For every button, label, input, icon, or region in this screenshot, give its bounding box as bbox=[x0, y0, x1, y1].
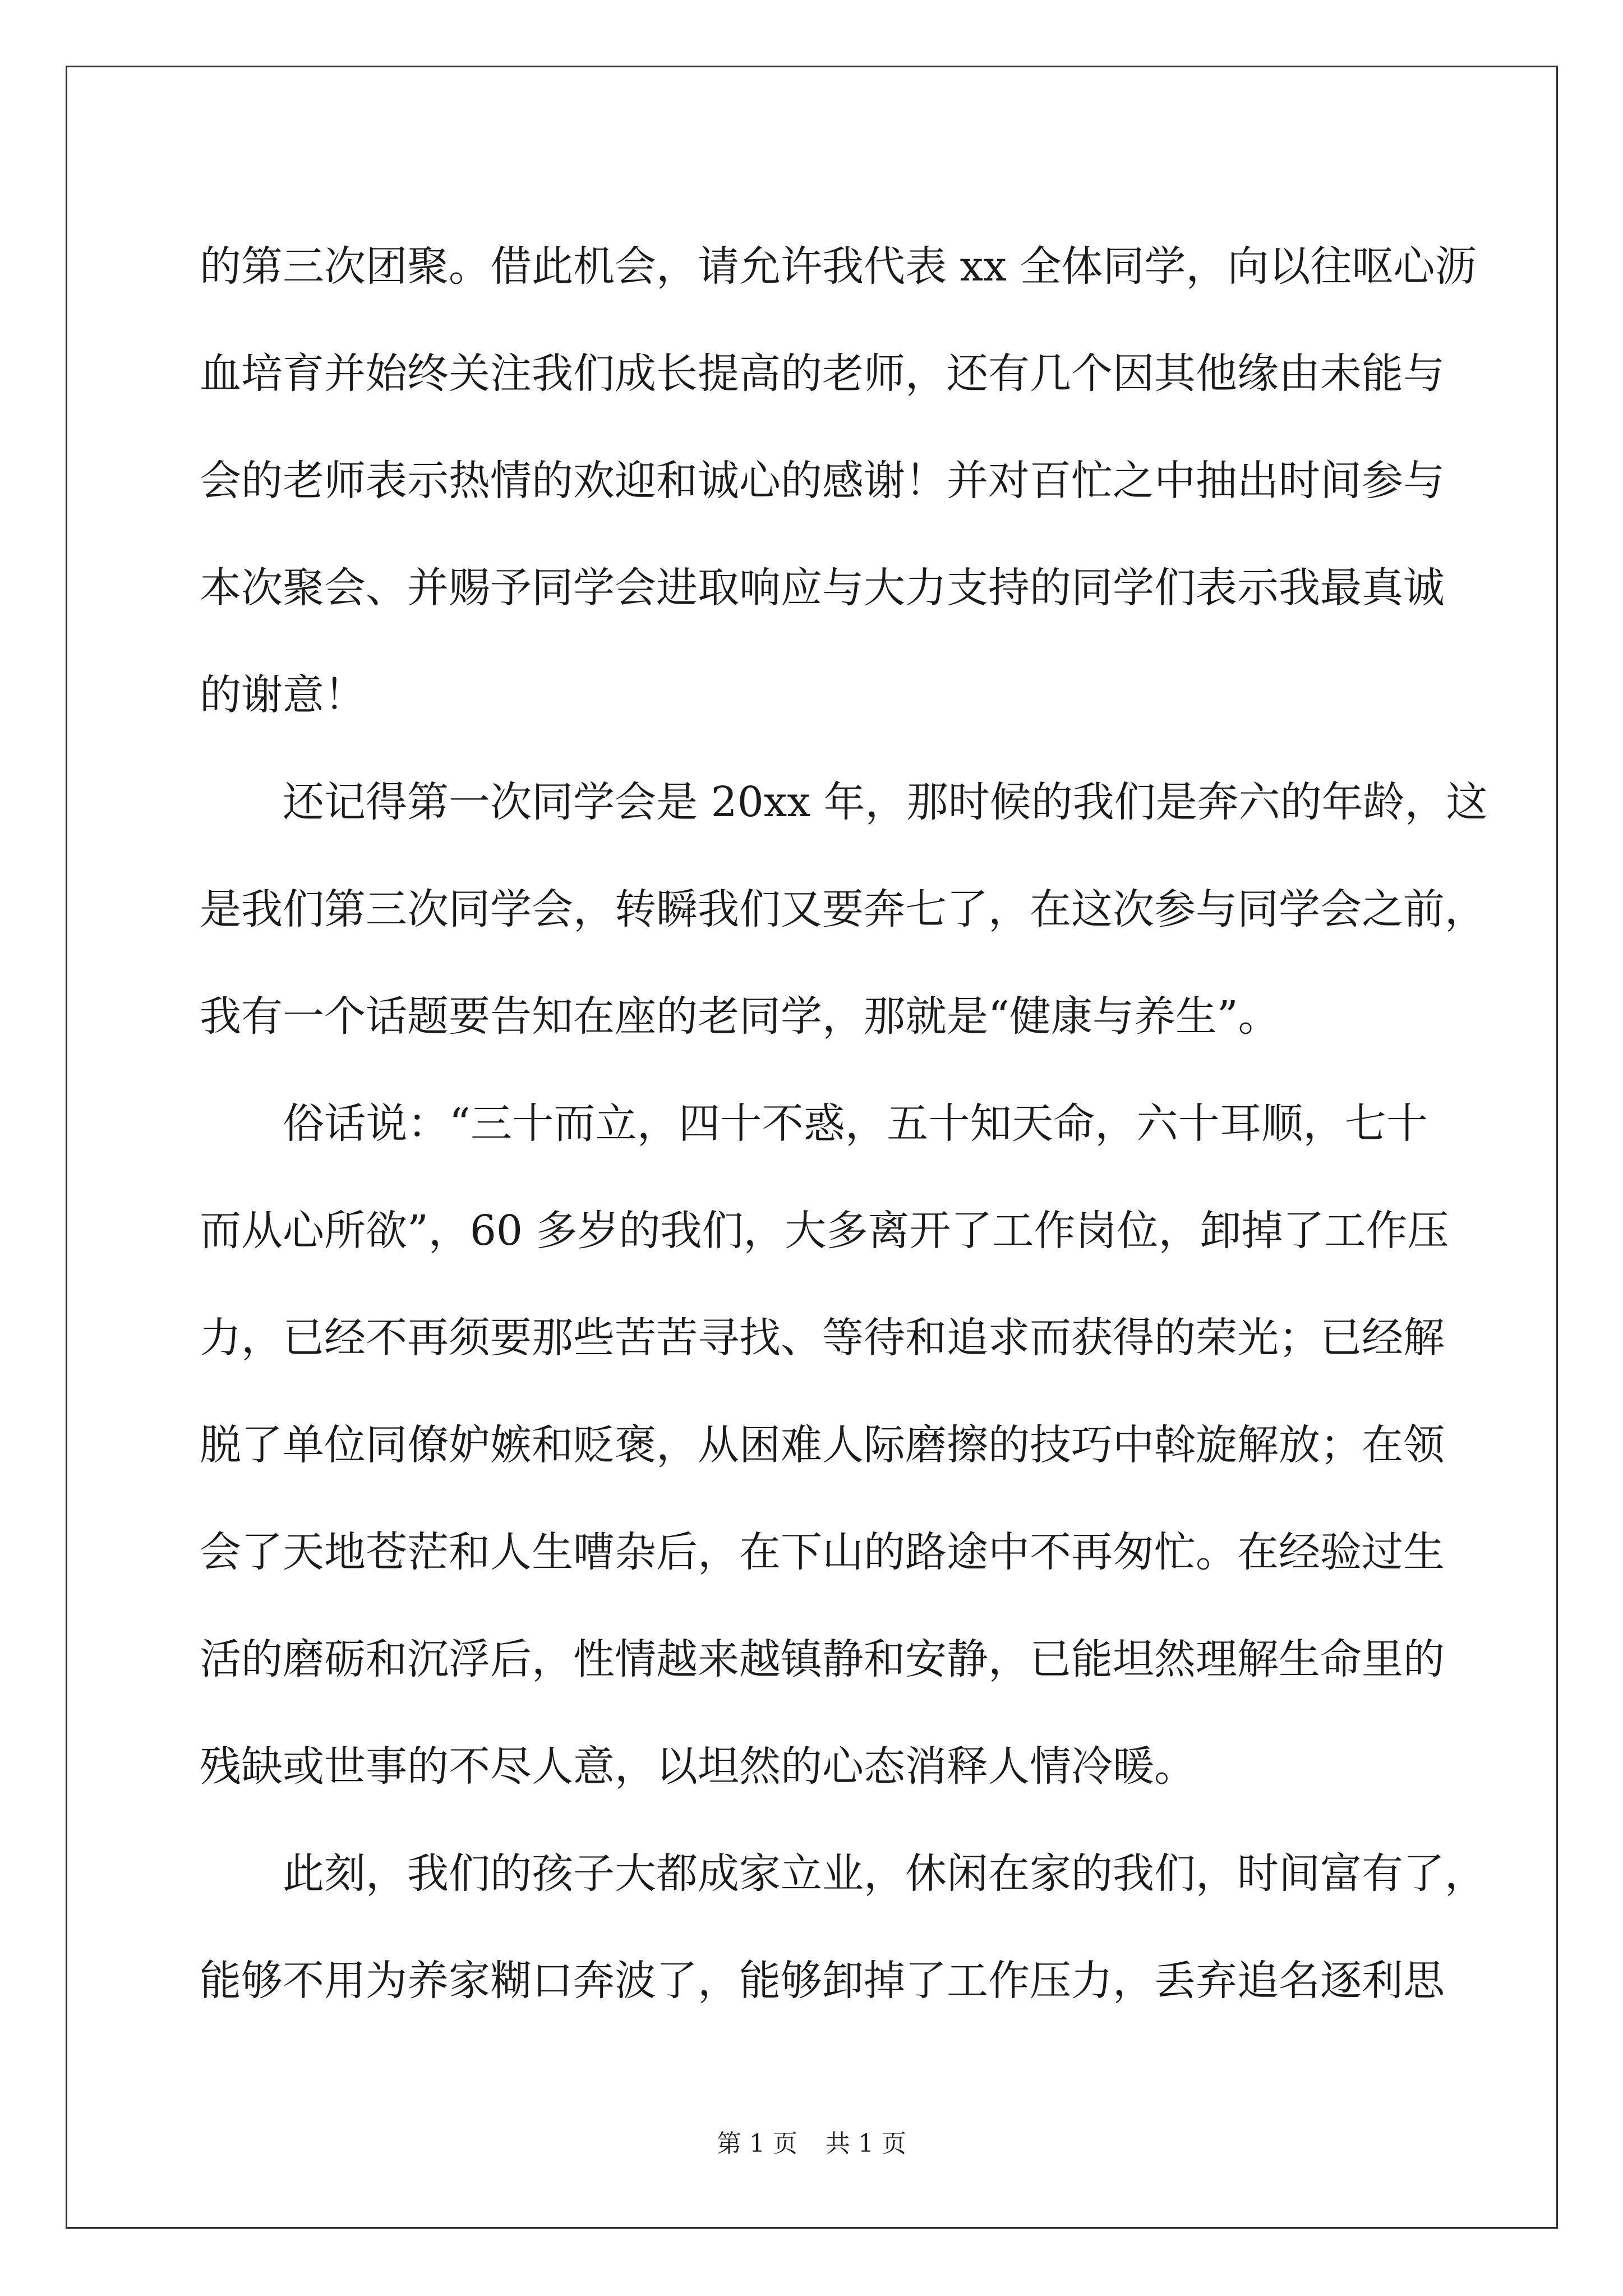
text-line: 是我们第三次同学会，转瞬我们又要奔七了，在这次参与同学会之前， bbox=[200, 885, 1486, 933]
text-line: 活的磨砺和沉浮后，性情越来越镇静和安静，已能坦然理解生命里的 bbox=[200, 1635, 1445, 1683]
text-line: 会的老师表示热情的欢迎和诚心的感谢！并对百忙之中抽出时间参与 bbox=[200, 457, 1445, 505]
page-total: 共 1 页 bbox=[826, 2129, 906, 2158]
text-line: 而从心所欲”，60 多岁的我们，大多离开了工作岗位，卸掉了工作压 bbox=[200, 1207, 1449, 1255]
text-line: 脱了单位同僚妒嫉和贬褒，从困难人际磨擦的技巧中斡旋解放；在领 bbox=[200, 1421, 1445, 1469]
text-line: 此刻，我们的孩子大都成家立业，休闲在家的我们，时间富有了， bbox=[283, 1849, 1486, 1898]
text-line: 俗话说：“三十而立，四十不惑，五十知天命，六十耳顺，七十 bbox=[283, 1099, 1428, 1148]
text-line: 血培育并始终关注我们成长提高的老师，还有几个因其他缘由未能与 bbox=[200, 349, 1445, 398]
text-line: 的谢意！ bbox=[200, 671, 366, 719]
page-number: 第 1 页 bbox=[717, 2129, 797, 2158]
text-line: 还记得第一次同学会是 20xx 年，那时候的我们是奔六的年龄，这 bbox=[283, 778, 1488, 826]
page-footer bbox=[0, 2127, 1623, 2161]
text-line: 我有一个话题要告知在座的老同学，那就是“健康与养生”。 bbox=[200, 992, 1280, 1041]
text-line: 能够不用为养家糊口奔波了，能够卸掉了工作压力，丢弃追名逐利思 bbox=[200, 1957, 1445, 2005]
text-line: 会了天地苍茫和人生嘈杂后，在下山的路途中不再匆忙。在经验过生 bbox=[200, 1528, 1445, 1576]
text-line: 的第三次团聚。借此机会，请允许我代表 xx 全体同学，向以往呕心沥 bbox=[200, 242, 1477, 291]
document-body bbox=[200, 213, 1488, 2035]
text-line: 力，已经不再须要那些苦苦寻找、等待和追求而获得的荣光；已经解 bbox=[200, 1314, 1445, 1362]
text-line: 残缺或世事的不尽人意，以坦然的心态消释人情冷暖。 bbox=[200, 1742, 1196, 1791]
text-line: 本次聚会、并赐予同学会进取响应与大力支持的同学们表示我最真诚 bbox=[200, 564, 1445, 612]
